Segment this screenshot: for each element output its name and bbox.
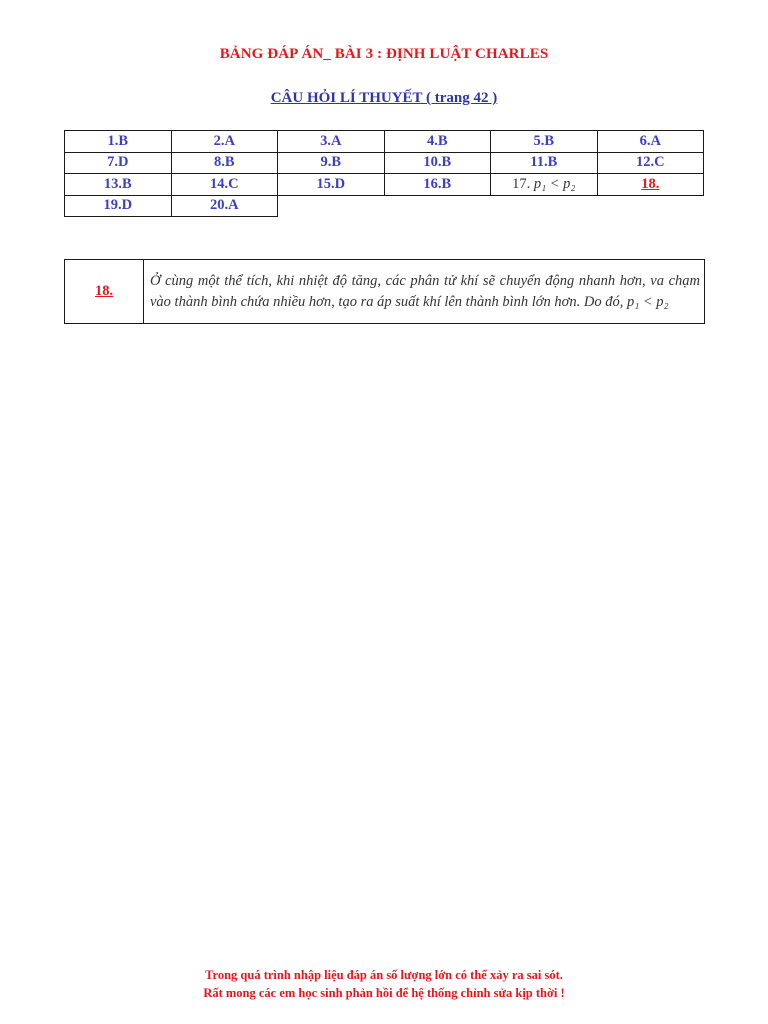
empty-cell [278,195,385,217]
section-heading [0,90,768,107]
answer-cell: 9.B [278,152,385,174]
answer-cell: 10.B [384,152,491,174]
answer-cell: 6.A [597,131,704,153]
empty-cell [491,195,598,217]
answer-cell: 7.D [65,152,172,174]
answer-17-label: 17. [512,175,531,192]
table-row [65,260,705,324]
answer-cell: 20.A [171,195,278,217]
answer-cell: 19.D [65,195,172,217]
answer-cell: 5.B [491,131,598,153]
answer-cell: 1.B [65,131,172,153]
answer-cell-17 [491,174,598,196]
page-title: BẢNG ĐÁP ÁN_ BÀI 3 : ĐỊNH LUẬT CHARLES [219,46,549,62]
explanation-table [64,259,705,324]
table-row [65,152,704,174]
footer-note [0,966,768,1002]
answer-cell-18-link[interactable]: 18. [597,174,704,196]
answer-table [64,130,704,217]
footer-line-2: Rất mong các em học sinh phản hồi để hệ thống chỉnh sửa kịp thời ! [203,986,565,1000]
answer-cell: 12.C [597,152,704,174]
empty-cell [384,195,491,217]
answer-cell: 4.B [384,131,491,153]
answer-cell: 3.A [278,131,385,153]
answer-cell: 16.B [384,174,491,196]
answer-cell: 8.B [171,152,278,174]
table-row [65,131,704,153]
table-row [65,195,704,217]
explanation-number: 18. [65,260,144,324]
table-row [65,174,704,196]
empty-cell [597,195,704,217]
answer-cell: 15.D [278,174,385,196]
answer-cell: 11.B [491,152,598,174]
answer-cell: 14.C [171,174,278,196]
answer-cell: 13.B [65,174,172,196]
explanation-text: Ở cùng một thể tích, khi nhiệt độ tăng, các phân tử khí sẽ chuyển động nhanh hơn, va chạm vào thành bình chứa nhiều hơn, tạo ra áp suất khí lên thành bình lớn hơn. Do đó, p₁ < p₂ [144,260,705,324]
footer-line-1: Trong quá trình nhập liệu đáp án số lượng lớn có thể xảy ra sai sót. [205,968,563,982]
section-heading-text: CÂU HỎI LÍ THUYẾT ( trang 42 ) [270,90,498,106]
answer-17-expression: p₁ < p₂ [533,175,576,192]
answer-cell: 2.A [171,131,278,153]
